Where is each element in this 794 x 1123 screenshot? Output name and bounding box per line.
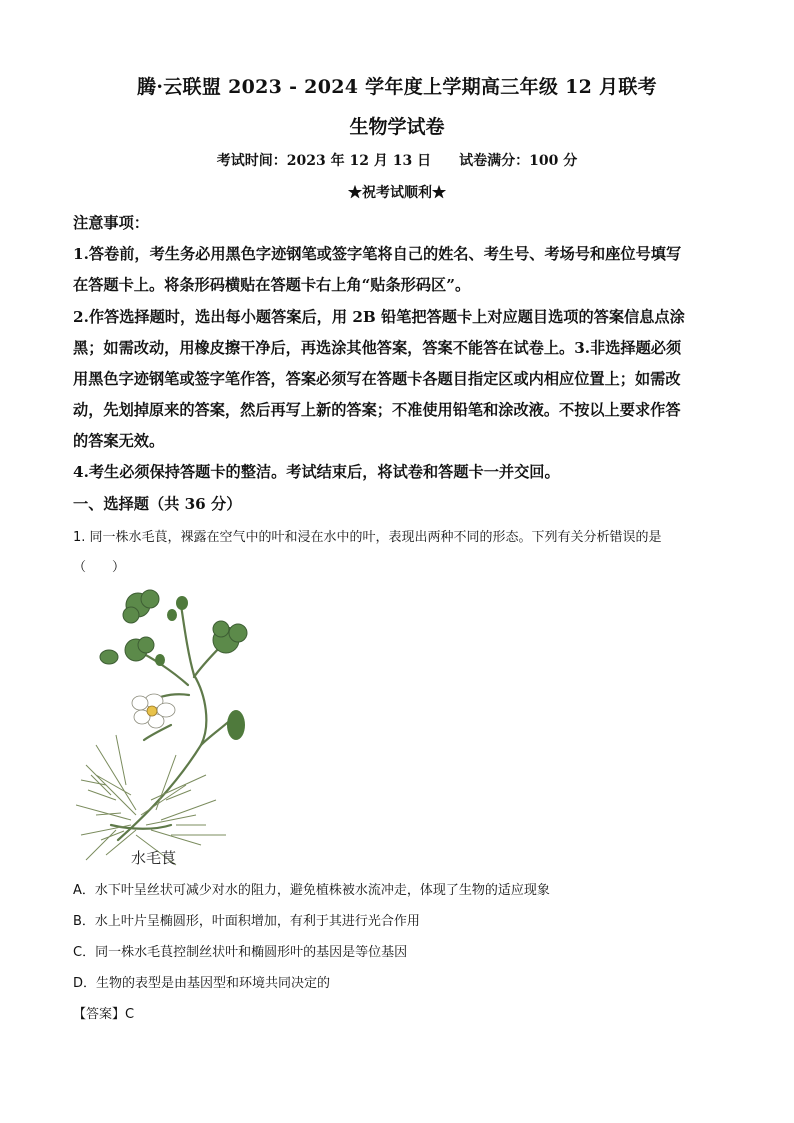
good-luck-line: ★祝考试顺利★ <box>348 185 446 201</box>
option-d: D．生物的表型是由基因型和环境共同决定的 <box>73 976 331 991</box>
exam-info: 考试时间：2023 年 12 月 13 日 试卷满分：100 分 <box>216 153 578 169</box>
answer-value: C <box>125 1007 135 1022</box>
water-buttercup-illustration <box>76 585 256 870</box>
exam-title: 腾·云联盟 2023 - 2024 学年度上学期高三年级 12 月联考 <box>137 76 657 98</box>
answer-blank: （ ） <box>73 560 126 575</box>
option-b: B．水上叶片呈椭圆形，叶面积增加，有利于其进行光合作用 <box>73 914 420 929</box>
notice-line: 在答题卡上。将条形码横贴在答题卡右上角“贴条形码区”。 <box>73 276 471 294</box>
subject-title: 生物学试卷 <box>349 116 445 138</box>
answer-line <box>73 1003 134 1022</box>
figure-caption: 水毛茛 <box>131 849 177 867</box>
notice-line: 1.答卷前，考生务必用黑色字迹钢笔或签字笔将自己的姓名、考生号、考场号和座位号填写 <box>73 245 682 263</box>
option-a: A．水下叶呈丝状可减少对水的阻力，避免植株被水流冲走，体现了生物的适应现象 <box>73 883 550 898</box>
option-c: C．同一株水毛茛控制丝状叶和椭圆形叶的基因是等位基因 <box>73 945 408 960</box>
notice-line: 2.作答选择题时，选出每小题答案后，用 2B 铅笔把答题卡上对应题目选项的答案信息点涂 <box>73 308 685 326</box>
notice-heading: 注意事项： <box>73 214 149 232</box>
section-heading: 一、选择题（共 36 分） <box>73 495 242 513</box>
notice-line: 的答案无效。 <box>73 432 165 450</box>
notice-line: 黑；如需改动，用橡皮擦干净后，再选涂其他答案，答案不能答在试卷上。3.非选择题必须 <box>73 339 682 357</box>
notice-line: 用黑色字迹钢笔或签字笔作答，答案必须写在答题卡各题目指定区或内相应位置上；如需改 <box>73 370 681 388</box>
answer-label: 【答案】 <box>73 1007 126 1022</box>
question-stem: 1. 同一株水毛茛，裸露在空气中的叶和浸在水中的叶，表现出两种不同的形态。下列有关分析错误的是 <box>73 530 662 545</box>
notice-line: 动，先划掉原来的答案，然后再写上新的答案；不准使用铅笔和涂改液。不按以上要求作答 <box>73 401 681 419</box>
notice-line: 4.考生必须保持答题卡的整洁。考试结束后，将试卷和答题卡一并交回。 <box>73 463 560 481</box>
